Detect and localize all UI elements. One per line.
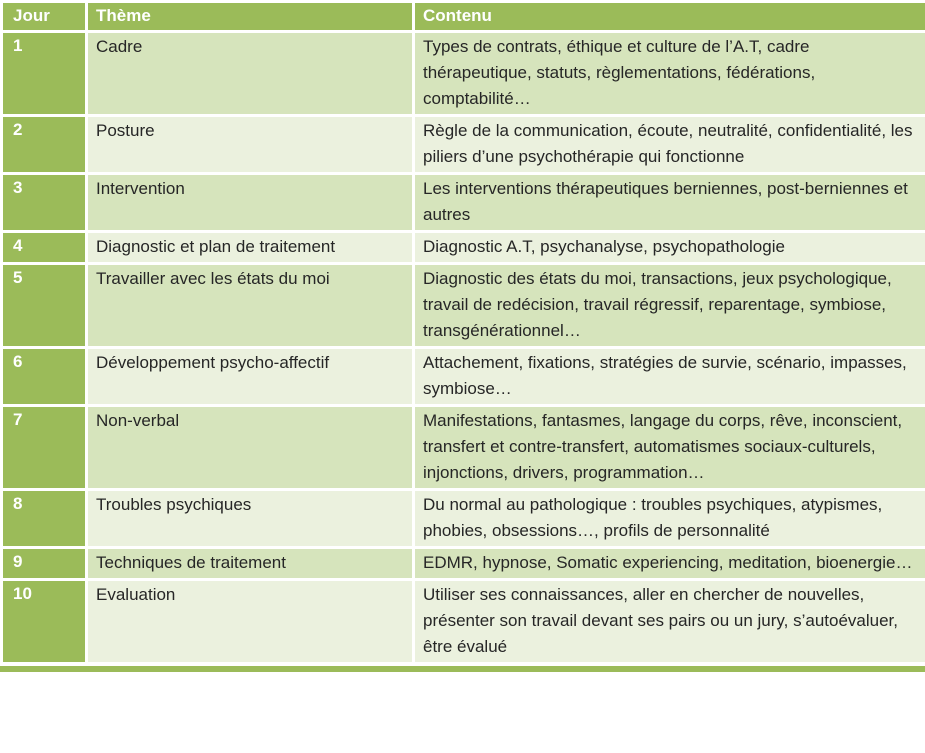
jour-cell: 9 — [2, 548, 87, 580]
jour-cell: 1 — [2, 32, 87, 116]
jour-cell: 3 — [2, 174, 87, 232]
table-row — [2, 232, 925, 264]
jour-cell: 8 — [2, 490, 87, 548]
table-body — [2, 32, 925, 664]
jour-cell: 10 — [2, 580, 87, 664]
table-row — [2, 32, 925, 116]
contenu-cell: Du normal au pathologique : troubles psychiques, atypismes, phobies, obsessions…, profils de personnalité — [414, 490, 925, 548]
table-row — [2, 264, 925, 348]
contenu-cell: Diagnostic des états du moi, transactions, jeux psychologique, travail de redécision, travail régressif, reparentage, symbiose, transgénérationnel… — [414, 264, 925, 348]
jour-cell: 6 — [2, 348, 87, 406]
table-row — [2, 406, 925, 490]
contenu-cell: EDMR, hypnose, Somatic experiencing, meditation, bioenergie… — [414, 548, 925, 580]
column-header-theme: Thème — [87, 2, 414, 32]
table-row — [2, 116, 925, 174]
jour-cell: 2 — [2, 116, 87, 174]
table-bottom-border — [0, 666, 925, 672]
theme-cell: Intervention — [87, 174, 414, 232]
table-row — [2, 580, 925, 664]
table-row — [2, 490, 925, 548]
theme-cell: Diagnostic et plan de traitement — [87, 232, 414, 264]
contenu-cell: Attachement, fixations, stratégies de survie, scénario, impasses, symbiose… — [414, 348, 925, 406]
table-row — [2, 174, 925, 232]
table-row — [2, 548, 925, 580]
header-row — [2, 2, 925, 32]
jour-cell: 5 — [2, 264, 87, 348]
theme-cell: Evaluation — [87, 580, 414, 664]
theme-cell: Techniques de traitement — [87, 548, 414, 580]
theme-cell: Développement psycho-affectif — [87, 348, 414, 406]
theme-cell: Cadre — [87, 32, 414, 116]
jour-cell: 7 — [2, 406, 87, 490]
theme-cell: Troubles psychiques — [87, 490, 414, 548]
contenu-cell: Règle de la communication, écoute, neutralité, confidentialité, les piliers d’une psychothérapie qui fonctionne — [414, 116, 925, 174]
theme-cell: Non-verbal — [87, 406, 414, 490]
contenu-cell: Utiliser ses connaissances, aller en chercher de nouvelles, présenter son travail devant ses pairs ou un jury, s’autoévaluer, être évalué — [414, 580, 925, 664]
table-header — [2, 2, 925, 32]
contenu-cell: Diagnostic A.T, psychanalyse, psychopathologie — [414, 232, 925, 264]
column-header-contenu: Contenu — [414, 2, 925, 32]
contenu-cell: Types de contrats, éthique et culture de l’A.T, cadre thérapeutique, statuts, règlementations, fédérations, comptabilité… — [414, 32, 925, 116]
jour-cell: 4 — [2, 232, 87, 264]
column-header-jour: Jour — [2, 2, 87, 32]
contenu-cell: Les interventions thérapeutiques berniennes, post-berniennes et autres — [414, 174, 925, 232]
theme-cell: Travailler avec les états du moi — [87, 264, 414, 348]
theme-cell: Posture — [87, 116, 414, 174]
table-row — [2, 348, 925, 406]
contenu-cell: Manifestations, fantasmes, langage du corps, rêve, inconscient, transfert et contre-transfert, automatismes sociaux-culturels, injonctions, drivers, programmation… — [414, 406, 925, 490]
